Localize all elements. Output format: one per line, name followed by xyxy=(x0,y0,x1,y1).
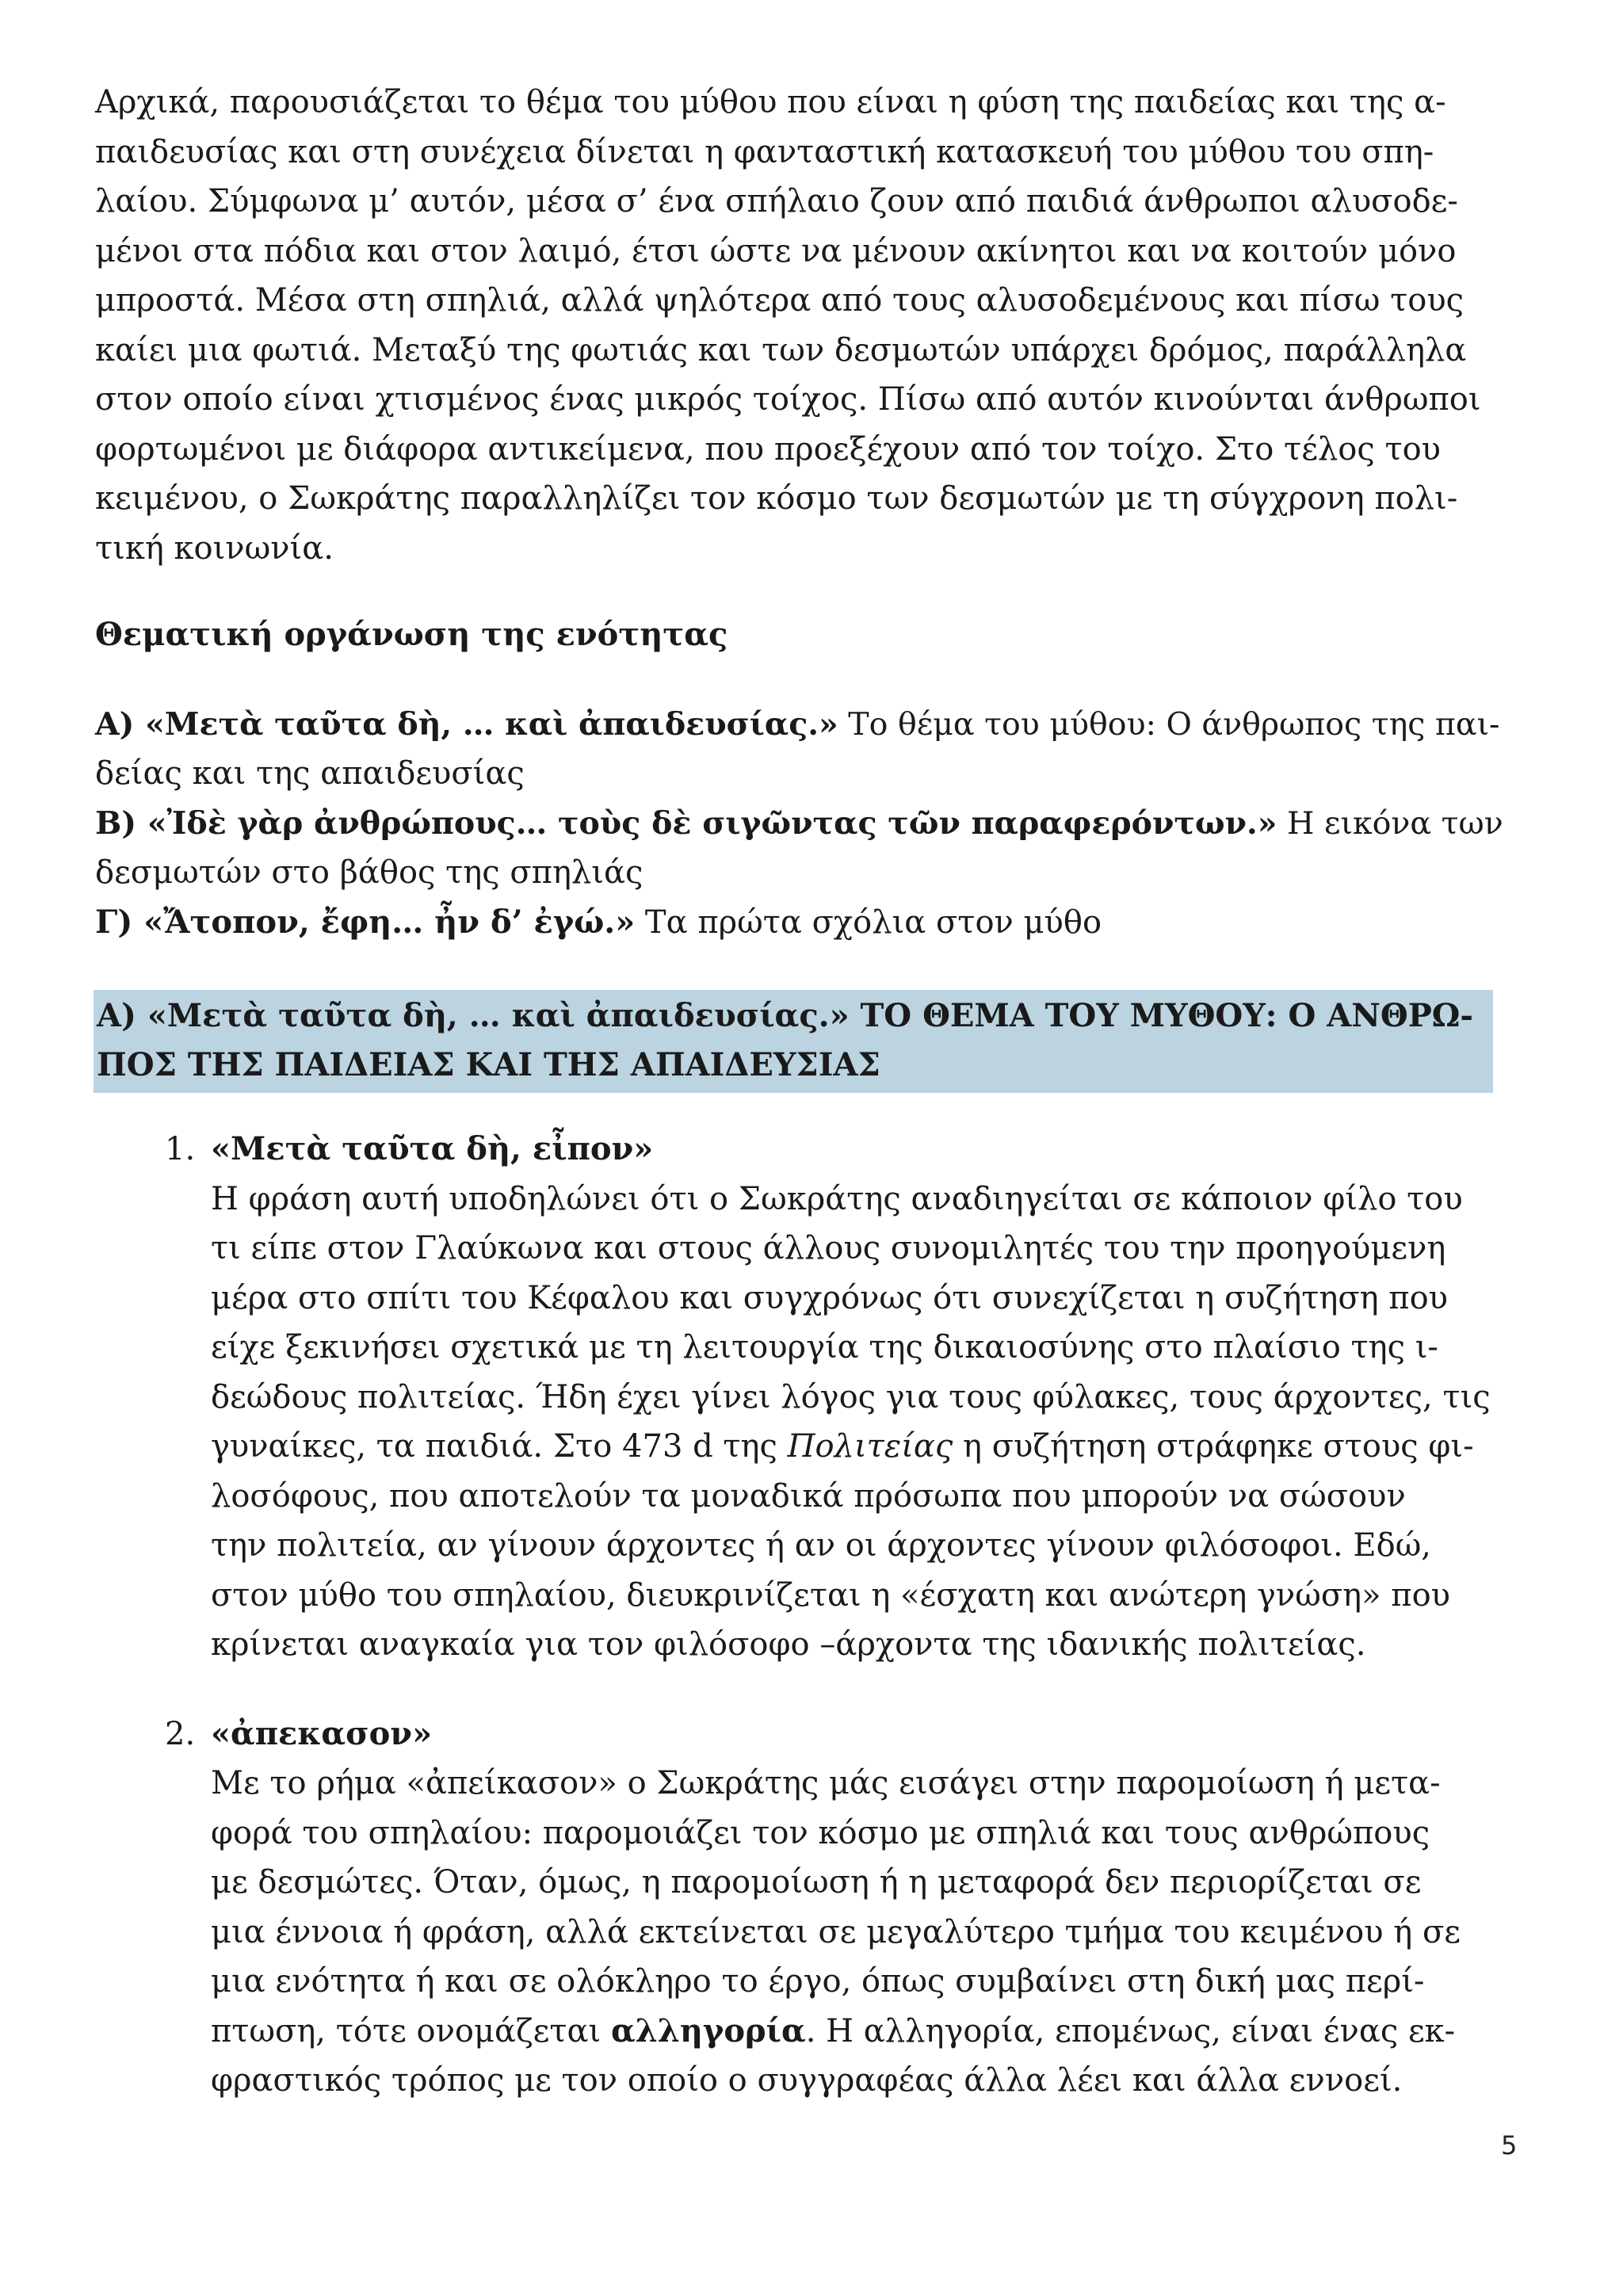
item-line-part: . Η αλληγορία, επομένως, είναι ένας εκ- xyxy=(805,2012,1456,2050)
intro-line: μένοι στα πόδια και στον λαιμό, έτσι ώστε να μένουν ακίνητοι και να κοιτούν μόνο xyxy=(95,232,1457,269)
item-line: κρίνεται αναγκαία για τον φιλόσοφο –άρχοντα της ιδανικής πολιτείας. xyxy=(211,1626,1366,1663)
intro-line: τική κοινωνία. xyxy=(95,529,334,567)
thematic-list xyxy=(95,700,1506,948)
thematic-item-c-text: Τα πρώτα σχόλια στον μύθο xyxy=(635,904,1102,941)
item-line: φραστικός τρόπος με τον οποίο ο συγγραφέας άλλα λέει και άλλα εννοεί. xyxy=(211,2062,1403,2099)
item-line-part: γυναίκες, τα παιδιά. Στο 473 d της xyxy=(211,1428,788,1465)
intro-line: παιδευσίας και στη συνέχεια δίνεται η φανταστική κατασκευή του μύθου του σπη- xyxy=(95,133,1434,170)
intro-line: καίει μια φωτιά. Μεταξύ της φωτιάς και των δεσμωτών υπάρχει δρόμος, παράλληλα xyxy=(95,331,1467,369)
section-heading-line: Α) «Μετὰ ταῦτα δὴ, … καὶ ἀπαιδευσίας.» ΤΟ ΘΕΜΑ ΤΟΥ ΜΥΘΟΥ: Ο ΑΝΘΡΩ- xyxy=(97,997,1473,1034)
thematic-item-b-cont: δεσμωτών στο βάθος της σπηλιάς xyxy=(95,854,643,891)
item-line: τι είπε στον Γλαύκωνα και στους άλλους συνομιλητές του την προηγούμενη xyxy=(211,1230,1446,1266)
thematic-heading: Θεματική οργάνωση της ενότητας xyxy=(95,616,728,653)
thematic-item-a-text: Το θέμα του μύθου: Ο άνθρωπος της παι- xyxy=(838,705,1500,743)
item-line: δεώδους πολιτείας. Ήδη έχει γίνει λόγος για τους φύλακες, τους άρχοντες, τις xyxy=(211,1378,1491,1415)
item-line-part: πτωση, τότε ονομάζεται xyxy=(211,2012,611,2050)
item-line: μέρα στο σπίτι του Κέφαλου και συγχρόνως ότι συνεχίζεται η συζήτηση που xyxy=(211,1279,1448,1316)
item-line: μια έννοια ή φράση, αλλά εκτείνεται σε μεγαλύτερο τμήμα του κειμένου ή σε xyxy=(211,1913,1461,1950)
item-line: με δεσμώτες. Όταν, όμως, η παρομοίωση ή η μεταφορά δεν περιορίζεται σε xyxy=(211,1864,1422,1901)
item-line: είχε ξεκινήσει σχετικά με τη λειτουργία της δικαιοσύνης στο πλαίσιο της ι- xyxy=(211,1329,1438,1366)
item-body xyxy=(211,1125,1506,1670)
thematic-item-a-quote: Α) «Μετὰ ταῦτα δὴ, … καὶ ἀπαιδευσίας.» xyxy=(95,705,838,743)
item-line-italic: Πολιτείας xyxy=(787,1428,953,1465)
thematic-item-b-text: Η εικόνα των xyxy=(1277,804,1503,842)
list-item xyxy=(165,1125,1506,1670)
item-number: 1. xyxy=(165,1131,196,1167)
item-line: Η φράση αυτή υποδηλώνει ότι ο Σωκράτης αναδιηγείται σε κάποιον φίλο του xyxy=(211,1180,1463,1217)
item-line: λοσόφους, που αποτελούν τα μοναδικά πρόσωπα που μπορούν να σώσουν xyxy=(211,1477,1406,1515)
item-number: 2. xyxy=(165,1715,196,1752)
intro-line: Αρχικά, παρουσιάζεται το θέμα του μύθου που είναι η φύση της παιδείας και της α- xyxy=(95,84,1446,120)
section-heading-highlight xyxy=(94,990,1493,1093)
list-item xyxy=(165,1710,1506,2106)
item-line: Με το ρήμα «ἀπείκασον» ο Σωκράτης μάς εισάγει στην παρομοίωση ή μετα- xyxy=(211,1765,1441,1801)
thematic-item-a-cont: δείας και της απαιδευσίας xyxy=(95,755,525,792)
intro-line: φορτωμένοι με διάφορα αντικείμενα, που προεξέχουν από τον τοίχο. Στο τέλος του xyxy=(95,430,1441,468)
item-line: στον μύθο του σπηλαίου, διευκρινίζεται η «έσχατη και ανώτερη γνώση» που xyxy=(211,1576,1450,1614)
item-title: «ἀπεκασον» xyxy=(211,1714,433,1752)
item-line: μια ενότητα ή και σε ολόκληρο το έργο, όπως συμβαίνει στη δική μας περί- xyxy=(211,1963,1425,2000)
intro-paragraph xyxy=(95,78,1506,573)
item-body xyxy=(211,1710,1506,2106)
intro-line: λαίου. Σύμφωνα μ’ αυτόν, μέσα σ’ ένα σπήλαιο ζουν από παιδιά άνθρωποι αλυσοδε- xyxy=(95,183,1458,220)
item-line: φορά του σπηλαίου: παρομοιάζει τον κόσμο με σπηλιά και τους ανθρώπους xyxy=(211,1814,1430,1851)
intro-line: στον οποίο είναι χτισμένος ένας μικρός τοίχος. Πίσω από αυτόν κινούνται άνθρωποι xyxy=(95,381,1481,418)
item-line: την πολιτεία, αν γίνουν άρχοντες ή αν οι άρχοντες γίνουν φιλόσοφοι. Εδώ, xyxy=(211,1527,1432,1564)
item-title: «Μετὰ ταῦτα δὴ, εἶπον» xyxy=(211,1130,654,1167)
page-number: 5 xyxy=(1501,2130,1518,2160)
section-heading-line: ΠΟΣ ΤΗΣ ΠΑΙΔΕΙΑΣ ΚΑΙ ΤΗΣ ΑΠΑΙΔΕΥΣΙΑΣ xyxy=(97,1046,880,1083)
thematic-item-b-quote: Β) «Ἰδὲ γὰρ ἀνθρώπους… τοὺς δὲ σιγῶντας τῶν παραφερόντων.» xyxy=(95,804,1277,842)
intro-line: κειμένου, ο Σωκράτης παραλληλίζει τον κόσμο των δεσμωτών με τη σύγχρονη πολι- xyxy=(95,480,1458,517)
thematic-item-b xyxy=(95,799,1506,849)
thematic-item-a xyxy=(95,700,1506,750)
page-content xyxy=(95,78,1506,2106)
thematic-item-c-quote: Γ) «Ἄτοπον, ἔφη… ἦν δ’ ἐγώ.» xyxy=(95,903,636,941)
item-line xyxy=(211,1422,1506,1472)
item-line-bold: αλληγορία xyxy=(610,2011,806,2050)
thematic-item-c xyxy=(95,898,1506,948)
item-line-part: η συζήτηση στράφηκε στους φι- xyxy=(953,1428,1474,1465)
intro-line: μπροστά. Μέσα στη σπηλιά, αλλά ψηλότερα από τους αλυσοδεμένους και πίσω τους xyxy=(95,282,1465,319)
item-line xyxy=(211,2007,1506,2057)
